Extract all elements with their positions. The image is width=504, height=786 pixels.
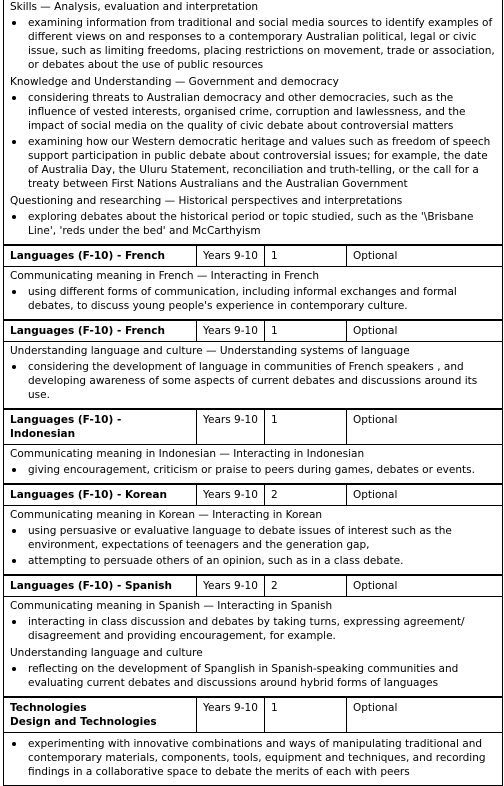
subject-row — [4, 696, 502, 733]
row-content — [4, 267, 502, 319]
level-cell: 2 — [264, 576, 346, 596]
row-content — [4, 506, 502, 574]
subject-name: Languages (F-10) - French — [10, 250, 165, 262]
section — [10, 599, 496, 643]
subject-cell — [4, 321, 196, 341]
level-cell: 1 — [264, 246, 346, 266]
bullet-list — [10, 615, 496, 643]
bullet-item: examining information from traditional and social media sources to identify examples of different views on and responses to a contemporary Australian political, legal or civic issue, such as limiting freedoms, placing restrictions on movement, trade or association, or debates about the use of public resources — [10, 16, 496, 72]
bullet-list — [10, 16, 496, 72]
bullet-list — [10, 210, 496, 238]
row-content — [4, 342, 502, 408]
status-cell: Optional — [346, 321, 502, 341]
years-cell: Years 9-10 — [196, 246, 264, 266]
bullet-item: interacting in class discussion and debates by taking turns, expressing agreement/ disagreement and providing encouragement, for example. — [10, 615, 496, 643]
bullet-list — [10, 91, 496, 191]
section — [10, 344, 496, 402]
years-cell: Years 9-10 — [196, 698, 264, 732]
status-cell: Optional — [346, 576, 502, 596]
section — [10, 646, 496, 690]
subject-row — [4, 244, 502, 267]
section-heading: Understanding language and culture — [10, 647, 203, 659]
bullet-item: exploring debates about the historical period or topic studied, such as the '\Brisbane Line', 'reds under the bed' and McCarthyism — [10, 210, 496, 238]
subject-cell — [4, 246, 196, 266]
section — [10, 0, 496, 72]
bullet-item: considering the development of language in communities of French speakers , and developing awareness of some aspects of current debates and discussions around its use. — [10, 360, 496, 402]
row-content — [4, 597, 502, 696]
subject-row — [4, 408, 502, 445]
subject-row — [4, 319, 502, 342]
level-cell: 1 — [264, 698, 346, 732]
section — [10, 447, 496, 477]
years-cell: Years 9-10 — [196, 410, 264, 444]
bullet-list — [10, 524, 496, 568]
bullet-item: experimenting with innovative combinations and ways of manipulating traditional and contemporary materials, components, tools, equipment and techniques, and recording findings in a collaborative space to debate the merits of each with peers — [10, 737, 496, 779]
subject-cell — [4, 698, 196, 732]
section-heading: Communicating meaning in Korean — Interacting in Korean — [10, 509, 323, 521]
section — [10, 194, 496, 238]
subject-cell — [4, 410, 196, 444]
bullet-list — [10, 360, 496, 402]
section — [10, 508, 496, 568]
bullet-item: using persuasive or evaluative language to debate issues of interest such as the environment, expectations of teenagers and the generation gap, — [10, 524, 496, 552]
status-cell: Optional — [346, 410, 502, 444]
section-heading: Communicating meaning in French — Interacting in French — [10, 270, 320, 282]
status-cell: Optional — [346, 246, 502, 266]
section-heading: Communicating meaning in Indonesian — Interacting in Indonesian — [10, 448, 365, 460]
subject-name: Languages (F-10) - — [10, 414, 122, 426]
level-cell: 1 — [264, 321, 346, 341]
section-heading: Knowledge and Understanding — Government and democracy — [10, 76, 339, 88]
bullet-item: giving encouragement, criticism or praise to peers during games, debates or events. — [10, 463, 496, 477]
bullet-list — [10, 662, 496, 690]
subject-cell — [4, 485, 196, 505]
bullet-item: using different forms of communication, including informal exchanges and formal debates, to discuss young people's experience in contemporary culture. — [10, 285, 496, 313]
bullet-item: attempting to persuade others of an opinion, such as in a class debate. — [10, 554, 496, 568]
section-heading: Understanding language and culture — Understanding systems of language — [10, 345, 410, 357]
subject-name: Languages (F-10) - Spanish — [10, 580, 172, 592]
bullet-list — [10, 463, 496, 477]
section — [10, 75, 496, 191]
subject-name-line2: Design and Technologies — [10, 716, 157, 728]
status-cell: Optional — [346, 698, 502, 732]
section-heading: Communicating meaning in Spanish — Interacting in Spanish — [10, 600, 333, 612]
subject-name: Languages (F-10) - French — [10, 325, 165, 337]
bullet-item: examining how our Western democratic heritage and values such as freedom of speech support participation in public debate about controversial issues; for example, the date of Australia Day, the Uluru Statement, reconciliation and truth-telling, or the call for a treaty between First Nations Australians and the Australian Government — [10, 135, 496, 191]
years-cell: Years 9-10 — [196, 576, 264, 596]
subject-name: Languages (F-10) - Korean — [10, 489, 167, 501]
bullet-item: reflecting on the development of Spanglish in Spanish-speaking communities and evaluating current debates and discussions around hybrid forms of languages — [10, 662, 496, 690]
row-content — [4, 445, 502, 483]
section — [10, 737, 496, 779]
section — [10, 269, 496, 313]
level-cell: 2 — [264, 485, 346, 505]
curriculum-table — [3, 0, 503, 786]
years-cell: Years 9-10 — [196, 485, 264, 505]
section-heading: Questioning and researching — Historical perspectives and interpretations — [10, 195, 403, 207]
subject-name: Technologies — [10, 702, 87, 714]
subject-row — [4, 574, 502, 597]
subject-cell — [4, 576, 196, 596]
bullet-list — [10, 737, 496, 779]
intro-content — [4, 0, 502, 244]
subject-row — [4, 483, 502, 506]
subject-name-line2: Indonesian — [10, 428, 76, 440]
status-cell: Optional — [346, 485, 502, 505]
bullet-item: considering threats to Australian democracy and other democracies, such as the influence of vested interests, organised crime, corruption and lawlessness, and the impact of social media on the quality of civic debate about controversial matters — [10, 91, 496, 133]
level-cell: 1 — [264, 410, 346, 444]
section-heading: Skills — Analysis, evaluation and interpretation — [10, 1, 259, 13]
bullet-list — [10, 285, 496, 313]
years-cell: Years 9-10 — [196, 321, 264, 341]
